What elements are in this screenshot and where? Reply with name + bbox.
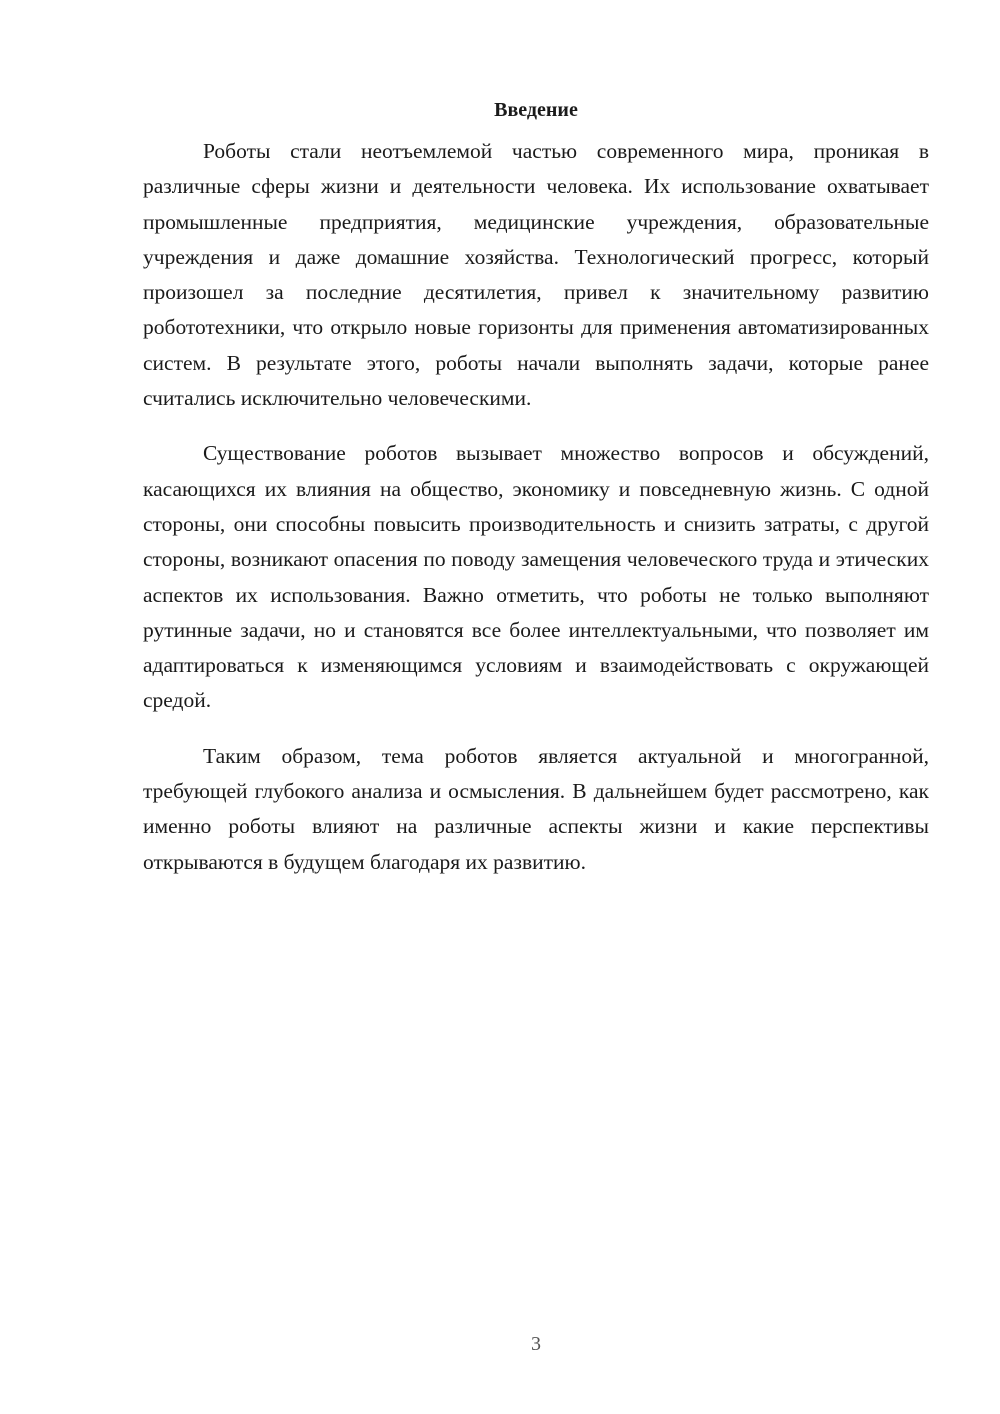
page-number: 3 <box>531 1333 541 1355</box>
page-content <box>143 92 929 900</box>
section-title: Введение <box>494 99 578 121</box>
paragraph-1: Роботы стали неотъемлемой частью современного мира, проникая в различные сферы жизни и деятельности человека. Их использование охватывает промышленные предприятия, медицинские учреждения, образовательные учреждения и даже домашние хозяйства. Технологический прогресс, который произошел за последние десятилетия, привел к значительному развитию робототехники, что открыло новые горизонты для применения автоматизированных систем. В результате этого, роботы начали выполнять задачи, которые ранее считались исключительно человеческими. <box>143 139 929 411</box>
paragraph-3: Таким образом, тема роботов является актуальной и многогранной, требующей глубокого анализа и осмысления. В дальнейшем будет рассмотрено, как именно роботы влияют на различные аспекты жизни и какие перспективы открываются в будущем благодаря их развитию. <box>143 743 929 874</box>
paragraph-2: Существование роботов вызывает множество вопросов и обсуждений, касающихся их влияния на общество, экономику и повседневную жизнь. С одной стороны, они способны повысить производительность и снизить затраты, с другой стороны, возникают опасения по поводу замещения человеческого труда и этических аспектов их использования. Важно отметить, что роботы не только выполняют рутинные задачи, но и становятся все более интеллектуальными, что позволяет им адаптироваться к изменяющимся условиям и взаимодействовать с окружающей средой. <box>143 441 929 713</box>
